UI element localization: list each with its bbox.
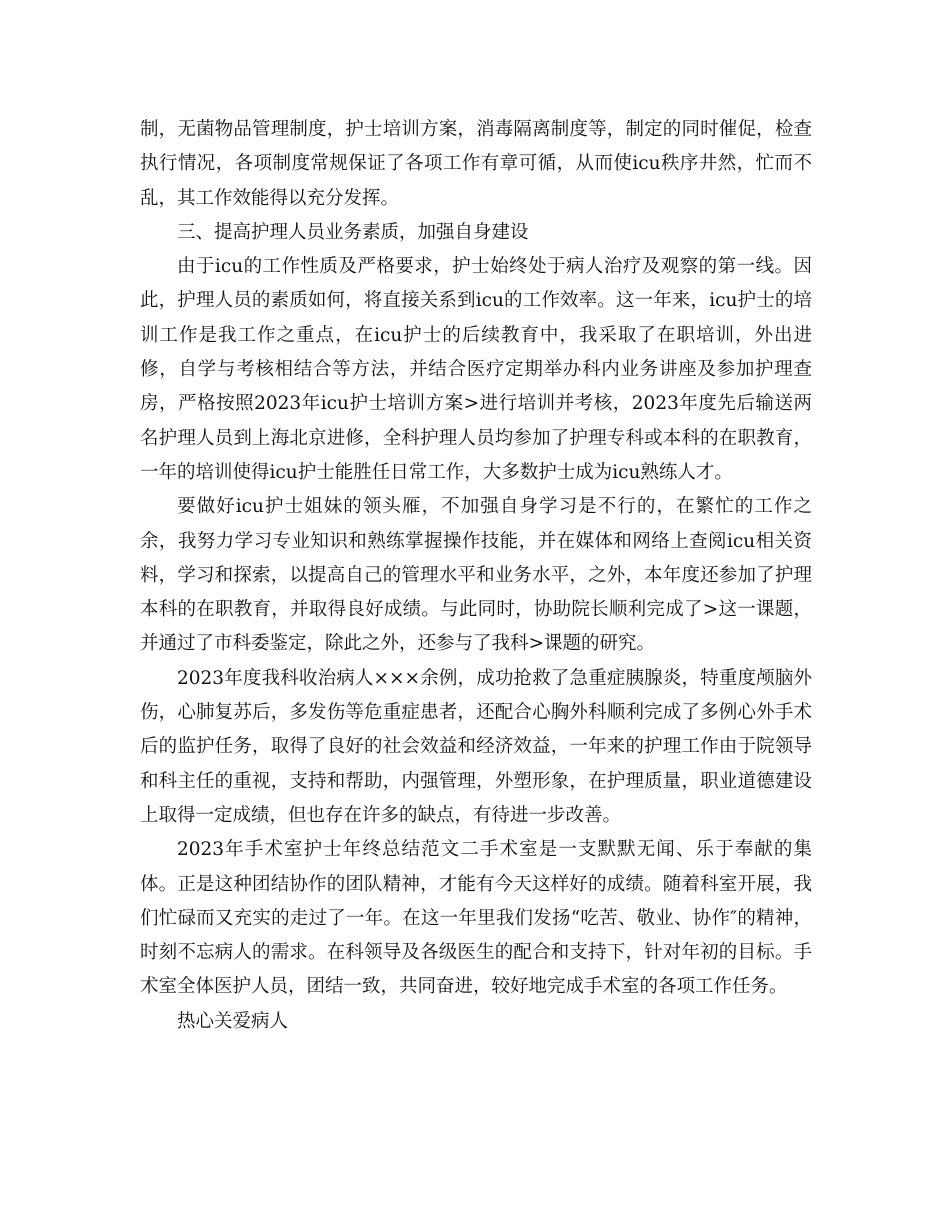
paragraph: 2023年度我科收治病人×××余例，成功抢救了急重症胰腺炎，特重度颅脑外伤，心肺复苏后，多发伤等危重症患者，还配合心胸外科顺利完成了多例心外手术后的监护任务，取得了良好的社会效益和经济效益，一年来的护理工作由于院领导和科主任的重视，支持和帮助，内强管理，外塑形象，在护理质量，职业道德建设上取得一定成绩，但也存在许多的缺点，有待进一步改善。	[140, 667, 812, 826]
paragraph: 要做好icu护士姐妹的领头雁，不加强自身学习是不行的，在繁忙的工作之余，我努力学习专业知识和熟练掌握操作技能，并在媒体和网络上查阅icu相关资料，学习和探索，以提高自己的管理水平和业务水平，之外，本年度还参加了护理本科的在职教育，并取得良好成绩。与此同时，协助院长顺利完成了>这一课题，并通过了市科委鉴定，除此之外，还参与了我科>课题的研究。	[140, 496, 812, 655]
section-heading: 三、提高护理人员业务素质，加强自身建设	[177, 221, 529, 243]
paragraph: 由于icu的工作性质及严格要求，护士始终处于病人治疗及观察的第一线。因此，护理人员的素质如何，将直接关系到icu的工作效率。这一年来，icu护士的培训工作是我工作之重点，在icu护士的后续教育中，我采取了在职培训，外出进修，自学与考核相结合等方法，并结合医疗定期举办科内业务讲座及参加护理查房，严格按照2023年icu护士培训方案>进行培训并考核，2023年度先后输送两名护理人员到上海北京进修，全科护理人员均参加了护理专科或本科的在职教育，一年的培训使得icu护士能胜任日常工作，大多数护士成为icu熟练人才。	[140, 256, 812, 483]
paragraph-continued: 制，无菌物品管理制度，护士培训方案，消毒隔离制度等，制定的同时催促，检查执行情况，各项制度常规保证了各项工作有章可循，从而使icu秩序井然，忙而不乱，其工作效能得以充分发挥。	[140, 119, 812, 209]
paragraph: 2023年手术室护士年终总结范文二手术室是一支默默无闻、乐于奉献的集体。正是这种团结协作的团队精神，才能有今天这样好的成绩。随着科室开展，我们忙碌而又充实的走过了一年。在这一年里我们发扬“吃苦、敬业、协作″的精神，时刻不忘病人的需求。在科领导及各级医生的配合和支持下，针对年初的目标。手术室全体医护人员，团结一致，共同奋进，较好地完成手术室的各项工作任务。	[140, 839, 812, 998]
document-page	[140, 113, 812, 1039]
section-heading: 热心关爱病人	[177, 1010, 289, 1032]
